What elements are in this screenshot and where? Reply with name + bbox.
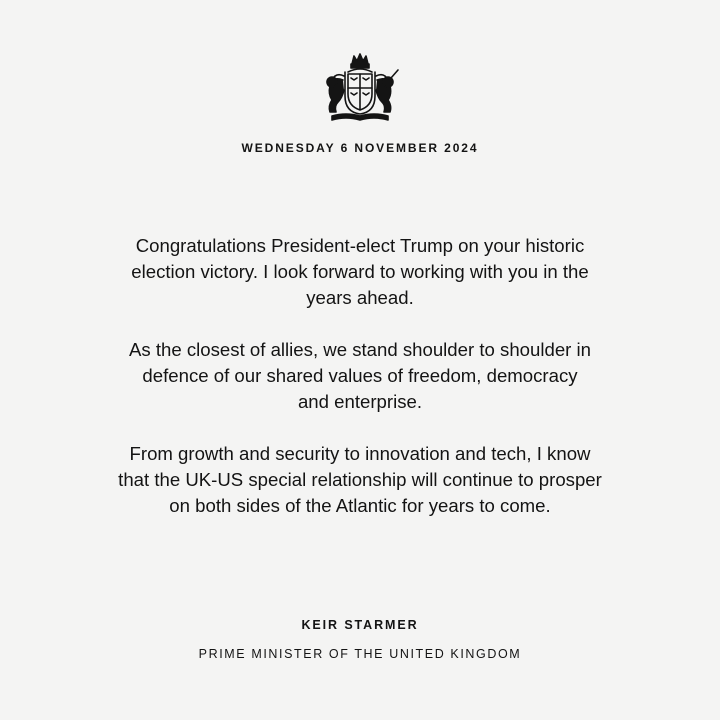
paragraph-2 xyxy=(40,337,680,415)
paragraph-line: From growth and security to innovation and tech, I know xyxy=(129,443,591,464)
royal-coat-of-arms-icon xyxy=(318,50,402,122)
paragraph-line: and enterprise. xyxy=(297,391,423,412)
paragraph-1 xyxy=(40,233,680,311)
paragraph-line: election victory. I look forward to working with you in the xyxy=(131,261,589,282)
statement-date: WEDNESDAY 6 NOVEMBER 2024 xyxy=(241,141,479,155)
signatory-name: KEIR STARMER xyxy=(301,618,419,632)
paragraph-line: defence of our shared values of freedom, democracy xyxy=(142,365,578,386)
signatory-title: PRIME MINISTER OF THE UNITED KINGDOM xyxy=(198,647,522,661)
paragraph-line: As the closest of allies, we stand shoulder to shoulder in xyxy=(128,339,591,360)
paragraph-line: that the UK-US special relationship will continue to prosper xyxy=(118,469,602,490)
paragraph-3 xyxy=(40,441,680,519)
paragraph-line: years ahead. xyxy=(306,287,414,308)
paragraph-line: on both sides of the Atlantic for years to come. xyxy=(169,495,551,516)
statement-body xyxy=(40,233,680,545)
paragraph-line: Congratulations President-elect Trump on your historic xyxy=(135,235,585,256)
